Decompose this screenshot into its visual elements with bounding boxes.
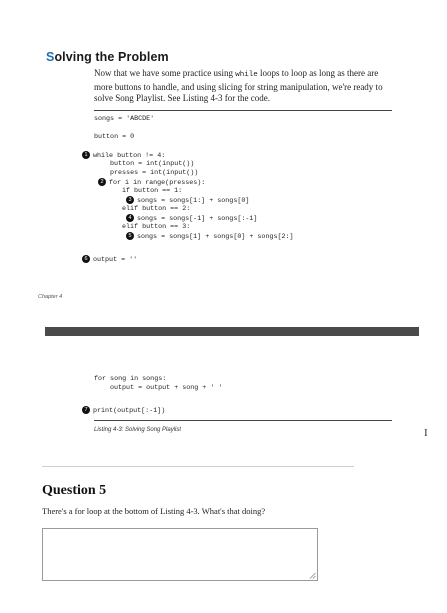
intro-code-word: while [235, 71, 258, 79]
callout-5: 5 [126, 232, 134, 240]
code-text-3: while button != 4: [93, 151, 166, 160]
code-line-1: songs = 'ABCDE' [94, 115, 155, 123]
listing-caption: Listing 4-3: Solving Song Playlist [94, 427, 182, 433]
code-text-10: songs = songs[-1] + songs[:-1] [137, 214, 258, 223]
code-line-13 [82, 255, 137, 265]
code-text-12: songs = songs[1] + songs[0] + songs[2:] [137, 232, 294, 241]
chapter-label: Chapter 4 [38, 294, 63, 300]
intro-paragraph [94, 68, 394, 105]
code-line-7: if button == 1: [122, 187, 183, 195]
callout-6: 6 [82, 255, 90, 263]
listing-bottom-rule [94, 420, 392, 421]
callout-7: 7 [82, 406, 90, 414]
question-separator [42, 466, 354, 467]
section-heading [46, 50, 169, 64]
heading-first-letter: S [46, 50, 55, 64]
code-text-13: output = '' [93, 255, 138, 264]
code-line-15: output = output + song + ' ' [110, 384, 223, 392]
intro-text-2: loops to loop as long as there are more buttons to handle, and using slicing for string manipulation, we're ready to solve Song Playlist. See Listing 4-3 for the code. [94, 68, 383, 103]
question-title: Question 5 [42, 483, 107, 498]
heading-rest: olving the Problem [54, 50, 169, 64]
code-text-16: print(output[:-1]) [93, 406, 166, 415]
callout-4: 4 [126, 214, 134, 222]
code-line-12 [126, 232, 294, 242]
code-line-16 [82, 406, 165, 416]
code-line-14: for song in songs: [94, 375, 167, 383]
callout-3: 3 [126, 196, 134, 204]
text-cursor-icon: I [424, 427, 428, 439]
question-text: There's a for loop at the bottom of Listing 4-3. What's that doing? [42, 506, 266, 516]
code-line-2: button = 0 [94, 133, 135, 141]
answer-textarea[interactable] [42, 528, 318, 581]
intro-text-1: Now that we have some practice using [94, 68, 236, 78]
callout-2: 2 [98, 178, 106, 186]
code-text-8: songs = songs[1:] + songs[0] [137, 196, 250, 205]
code-line-11: elif button == 3: [122, 223, 191, 231]
code-text-6: for i in range(presses): [109, 178, 206, 187]
resize-grip-icon[interactable] [309, 572, 316, 579]
page-break-band [45, 327, 419, 336]
code-line-5: presses = int(input()) [110, 169, 199, 177]
code-line-4: button = int(input()) [110, 160, 195, 168]
listing-top-rule [94, 110, 392, 111]
code-line-9: elif button == 2: [122, 205, 191, 213]
callout-1: 1 [82, 151, 90, 159]
